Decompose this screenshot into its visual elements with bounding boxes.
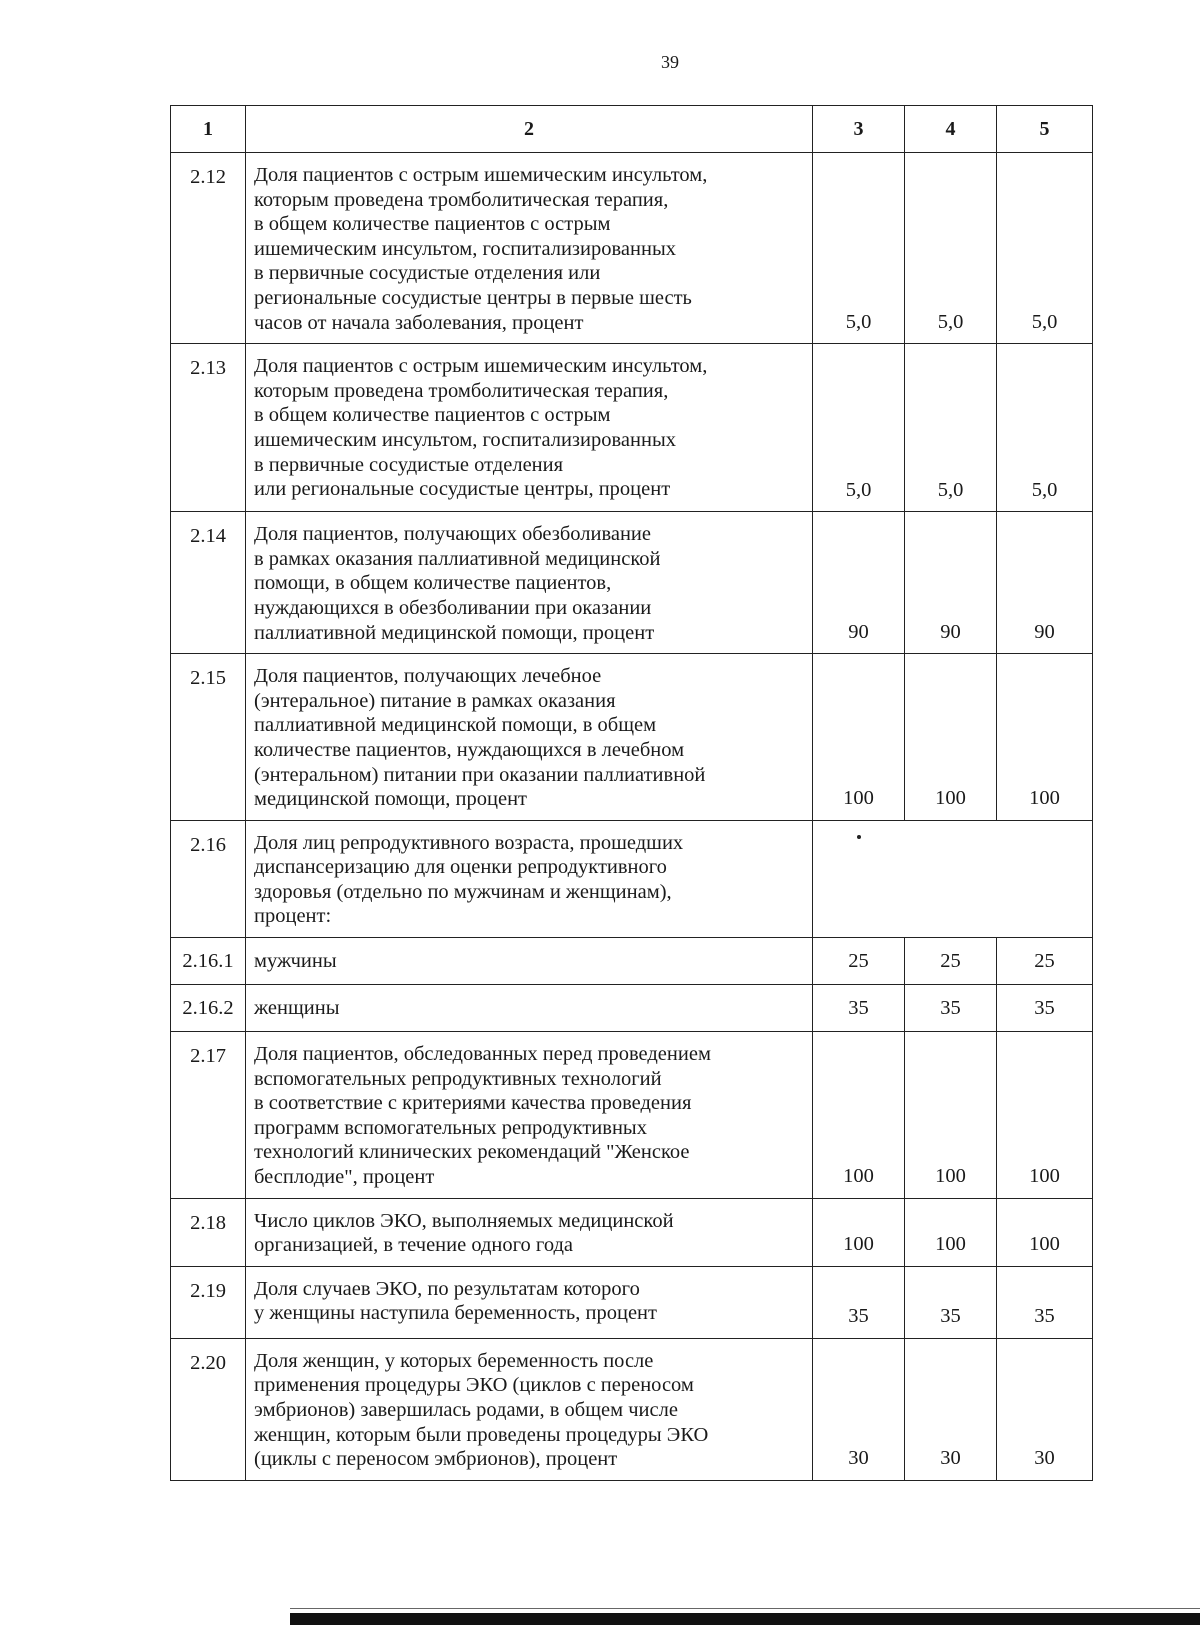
indicator-name bbox=[246, 1032, 813, 1199]
scan-edge-line bbox=[290, 1608, 1200, 1609]
indicator-name-line: ишемическим инсультом, госпитализированных bbox=[254, 237, 676, 260]
value-cell-v4: 35 bbox=[905, 985, 997, 1032]
value-cell-v5: 35 bbox=[997, 985, 1093, 1032]
indicator-name-line: медицинской помощи, процент bbox=[254, 788, 528, 811]
column-header: 1 bbox=[171, 106, 246, 153]
value-cell-v5: 25 bbox=[997, 938, 1093, 985]
indicator-name-line: вспомогательных репродуктивных технологий bbox=[254, 1067, 662, 1090]
column-header: 3 bbox=[813, 106, 905, 153]
value-cell-v3: 35 bbox=[813, 1266, 905, 1338]
indicator-name bbox=[246, 654, 813, 821]
value-cell-v5: 35 bbox=[997, 1266, 1093, 1338]
indicator-name-line: Доля лиц репродуктивного возраста, прошедших bbox=[254, 831, 684, 854]
value-cell-v3: 25 bbox=[813, 938, 905, 985]
indicator-name-line: которым проведена тромболитическая терапия, bbox=[254, 379, 669, 402]
indicator-name bbox=[246, 938, 813, 985]
scan-edge-bar bbox=[290, 1613, 1200, 1625]
row-number: 2.18 bbox=[171, 1198, 246, 1266]
table-row bbox=[171, 1338, 1093, 1480]
table-row bbox=[171, 938, 1093, 985]
scan-dot-mark bbox=[857, 835, 861, 839]
indicator-name-line: Доля пациентов с острым ишемическим инсультом, bbox=[254, 164, 708, 186]
value-cell-v5: 100 bbox=[997, 1198, 1093, 1266]
indicator-name-line: паллиативной медицинской помощи, процент bbox=[254, 621, 655, 644]
table-row bbox=[171, 1198, 1093, 1266]
column-header: 2 bbox=[246, 106, 813, 153]
indicator-name bbox=[246, 1338, 813, 1480]
row-number: 2.17 bbox=[171, 1032, 246, 1199]
value-cell-v3: 5,0 bbox=[813, 153, 905, 344]
indicator-name bbox=[246, 153, 813, 344]
value-cell-v4: 100 bbox=[905, 1198, 997, 1266]
value-cell-v5: 90 bbox=[997, 512, 1093, 654]
table-row bbox=[171, 344, 1093, 512]
indicator-name-line: в общем количестве пациентов с острым bbox=[254, 404, 611, 427]
value-cell-v4: 100 bbox=[905, 654, 997, 821]
indicator-name-line: эмбрионов) завершилась родами, в общем числе bbox=[254, 1399, 678, 1421]
indicator-name-line: программ вспомогательных репродуктивных bbox=[254, 1116, 647, 1139]
row-number: 2.16 bbox=[171, 820, 246, 937]
indicator-name-line: диспансеризацию для оценки репродуктивного bbox=[254, 856, 667, 879]
column-header: 5 bbox=[997, 106, 1093, 153]
indicator-name-line: женщин, которым были проведены процедуры ЭКО bbox=[254, 1423, 709, 1446]
indicator-name-line: применения процедуры ЭКО (циклов с переносом bbox=[254, 1374, 694, 1397]
indicator-name bbox=[246, 512, 813, 654]
value-cell-v4: 5,0 bbox=[905, 153, 997, 344]
table-row bbox=[171, 512, 1093, 654]
value-cell-v4: 100 bbox=[905, 1032, 997, 1199]
row-number: 2.12 bbox=[171, 153, 246, 344]
value-cell-v4: 30 bbox=[905, 1338, 997, 1480]
indicator-name-line: (энтеральное) питание в рамках оказания bbox=[254, 689, 616, 712]
page-number: 39 bbox=[661, 52, 679, 72]
indicator-name-line: Доля случаев ЭКО, по результатам которого bbox=[254, 1277, 640, 1300]
indicator-name bbox=[246, 1198, 813, 1266]
row-number: 2.15 bbox=[171, 654, 246, 821]
table-row bbox=[171, 985, 1093, 1032]
indicator-name-line: (циклы с переносом эмбрионов), процент bbox=[254, 1448, 618, 1471]
value-cell-v3: 5,0 bbox=[813, 344, 905, 512]
indicator-name-line: (энтеральном) питании при оказании паллиативной bbox=[254, 763, 706, 786]
indicator-name-line: региональные сосудистые центры в первые шесть bbox=[254, 286, 692, 309]
row-number: 2.13 bbox=[171, 344, 246, 512]
row-number: 2.14 bbox=[171, 512, 246, 654]
value-cell-v4: 35 bbox=[905, 1266, 997, 1338]
indicator-name-line: помощи, в общем количестве пациентов, bbox=[254, 572, 612, 595]
indicator-name bbox=[246, 820, 813, 937]
indicator-name-line: здоровья (отдельно по мужчинам и женщинам), bbox=[254, 880, 672, 903]
indicator-name-line: Доля пациентов с острым ишемическим инсультом, bbox=[254, 355, 708, 378]
indicator-name-line: технологий клинических рекомендаций "Женское bbox=[254, 1141, 690, 1164]
value-cell-v5: 5,0 bbox=[997, 344, 1093, 512]
value-cell-v4: 5,0 bbox=[905, 344, 997, 512]
empty-value-cell bbox=[813, 820, 1093, 937]
value-cell-v4: 25 bbox=[905, 938, 997, 985]
indicator-name-line: женщины bbox=[254, 996, 340, 1019]
row-number: 2.20 bbox=[171, 1338, 246, 1480]
indicator-name-line: процент: bbox=[254, 905, 332, 928]
column-header: 4 bbox=[905, 106, 997, 153]
value-cell-v3: 100 bbox=[813, 1198, 905, 1266]
indicator-name-line: Доля пациентов, получающих лечебное bbox=[254, 665, 602, 688]
indicator-name-line: Число циклов ЭКО, выполняемых медицинской bbox=[254, 1209, 674, 1232]
value-cell-v5: 5,0 bbox=[997, 153, 1093, 344]
table-row bbox=[171, 153, 1093, 344]
value-cell-v3: 90 bbox=[813, 512, 905, 654]
table-row bbox=[171, 1032, 1093, 1199]
value-cell-v5: 30 bbox=[997, 1338, 1093, 1480]
indicator-name-line: в рамках оказания паллиативной медицинской bbox=[254, 547, 661, 570]
indicator-name-line: нуждающихся в обезболивании при оказании bbox=[254, 596, 652, 619]
indicator-name-line: в соответствие с критериями качества проведения bbox=[254, 1092, 692, 1115]
indicator-name-line: Доля пациентов, обследованных перед проведением bbox=[254, 1043, 711, 1066]
table-row bbox=[171, 820, 1093, 937]
indicator-name-line: мужчины bbox=[254, 949, 337, 972]
indicator-name-line: ишемическим инсультом, госпитализированных bbox=[254, 428, 676, 451]
indicator-name-line: Доля женщин, у которых беременность после bbox=[254, 1349, 654, 1372]
table-header-row bbox=[171, 106, 1093, 153]
indicator-name bbox=[246, 344, 813, 512]
row-number: 2.16.2 bbox=[171, 985, 246, 1032]
indicator-name bbox=[246, 1266, 813, 1338]
indicator-name-line: паллиативной медицинской помощи, в общем bbox=[254, 714, 657, 737]
indicator-name-line: которым проведена тромболитическая терапия, bbox=[254, 188, 669, 211]
indicator-name-line: или региональные сосудистые центры, процент bbox=[254, 478, 671, 501]
indicator-name-line: в первичные сосудистые отделения или bbox=[254, 262, 601, 285]
indicator-name-line: количестве пациентов, нуждающихся в лечебном bbox=[254, 738, 685, 761]
row-number: 2.16.1 bbox=[171, 938, 246, 985]
value-cell-v5: 100 bbox=[997, 1032, 1093, 1199]
table-row bbox=[171, 654, 1093, 821]
value-cell-v5: 100 bbox=[997, 654, 1093, 821]
table-row bbox=[171, 1266, 1093, 1338]
indicator-name-line: в первичные сосудистые отделения bbox=[254, 453, 564, 476]
value-cell-v3: 30 bbox=[813, 1338, 905, 1480]
value-cell-v3: 100 bbox=[813, 654, 905, 821]
indicator-name-line: организацией, в течение одного года bbox=[254, 1234, 574, 1257]
indicator-name-line: в общем количестве пациентов с острым bbox=[254, 213, 611, 236]
indicator-name bbox=[246, 985, 813, 1032]
indicator-name-line: часов от начала заболевания, процент bbox=[254, 311, 584, 334]
indicator-name-line: бесплодие", процент bbox=[254, 1166, 435, 1189]
indicators-table bbox=[170, 105, 1093, 1481]
value-cell-v3: 35 bbox=[813, 985, 905, 1032]
row-number: 2.19 bbox=[171, 1266, 246, 1338]
indicator-name-line: у женщины наступила беременность, процент bbox=[254, 1302, 657, 1325]
indicator-name-line: Доля пациентов, получающих обезболивание bbox=[254, 523, 651, 546]
value-cell-v4: 90 bbox=[905, 512, 997, 654]
value-cell-v3: 100 bbox=[813, 1032, 905, 1199]
